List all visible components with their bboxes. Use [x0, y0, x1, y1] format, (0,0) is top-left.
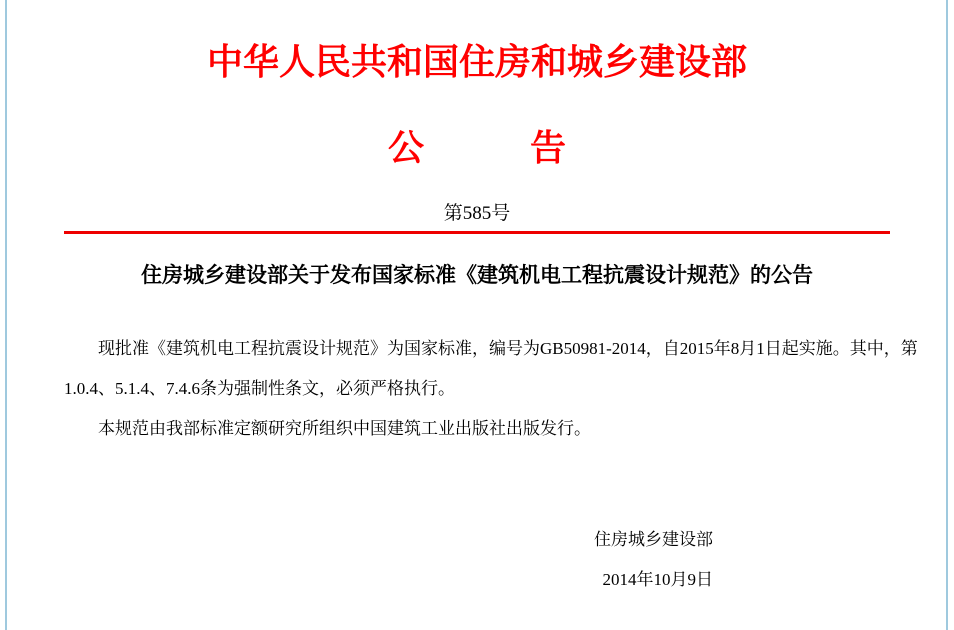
page-border-left	[5, 0, 7, 630]
ministry-title: 中华人民共和国住房和城乡建设部	[206, 42, 747, 82]
issue-date: 2014年10月9日	[602, 570, 713, 589]
issuer-signature: 住房城乡建设部	[594, 530, 713, 549]
announcement-subject: 住房城乡建设部关于发布国家标准《建筑机电工程抗震设计规范》的公告	[141, 263, 813, 287]
red-divider	[64, 231, 890, 234]
doc-number: 第585号	[443, 203, 511, 224]
body-paragraph1-line2: 1.0.4、5.1.4、7.4.6条为强制性条文，必须严格执行。	[64, 379, 455, 398]
page-border-right	[946, 0, 948, 630]
body-text	[64, 329, 934, 449]
announcement-title: 公告	[387, 128, 672, 168]
body-paragraph2: 本规范由我部标准定额研究所组织中国建筑工业出版社出版发行。	[98, 419, 591, 438]
body-paragraph1-line1: 现批准《建筑机电工程抗震设计规范》为国家标准，编号为GB50981-2014，自2015年8月1日起实施。其中，第	[98, 339, 918, 358]
signature-block	[594, 529, 713, 591]
